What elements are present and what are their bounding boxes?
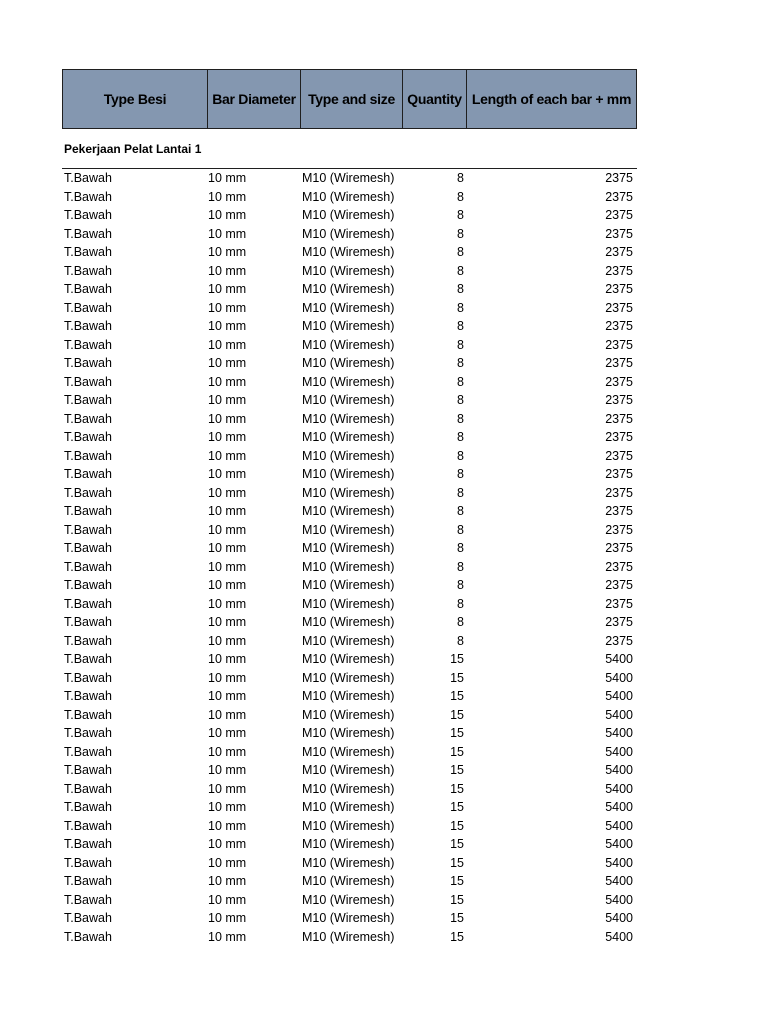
cell-type-besi[interactable]: T.Bawah [64,652,112,667]
table-row [62,669,637,688]
cell-type-besi[interactable]: T.Bawah [64,541,112,556]
cell-type-besi[interactable]: T.Bawah [64,393,112,408]
cell-type-besi[interactable]: T.Bawah [64,855,112,870]
cell-quantity[interactable]: 8 [457,522,464,537]
cell-length[interactable]: 2375 [605,430,633,445]
table-row [62,576,637,595]
cell-quantity[interactable]: 8 [457,356,464,371]
cell-quantity[interactable]: 8 [457,411,464,426]
cell-quantity[interactable]: 8 [457,263,464,278]
cell-bar-diameter[interactable]: 10 mm [208,726,247,741]
table-row [62,558,637,577]
cell-bar-diameter[interactable]: 10 mm [208,929,247,944]
cell-type-besi[interactable]: T.Bawah [64,800,112,815]
table-row [62,780,637,799]
cell-quantity[interactable]: 8 [457,300,464,315]
cell-quantity[interactable]: 8 [457,171,464,186]
cell-type-besi[interactable]: T.Bawah [64,615,112,630]
cell-bar-diameter[interactable]: 10 mm [208,744,247,759]
table-row [62,891,637,910]
cell-length[interactable]: 2375 [605,374,633,389]
table-row [62,280,637,299]
cell-bar-diameter[interactable]: 10 mm [208,763,247,778]
cell-type-and-size[interactable]: M10 (Wiremesh) [302,226,395,241]
cell-quantity[interactable]: 8 [457,374,464,389]
cell-length[interactable]: 5400 [605,689,633,704]
cell-length[interactable]: 2375 [605,282,633,297]
cell-type-and-size[interactable]: M10 (Wiremesh) [302,726,395,741]
cell-type-and-size[interactable]: M10 (Wiremesh) [302,448,395,463]
table-row [62,447,637,466]
table-row [62,743,637,762]
cell-bar-diameter[interactable]: 10 mm [208,485,247,500]
cell-length[interactable]: 5400 [605,929,633,944]
cell-length[interactable]: 2375 [605,615,633,630]
cell-bar-diameter[interactable]: 10 mm [208,282,247,297]
cell-bar-diameter[interactable]: 10 mm [208,652,247,667]
cell-type-and-size[interactable]: M10 (Wiremesh) [302,263,395,278]
cell-bar-diameter[interactable]: 10 mm [208,319,247,334]
cell-type-and-size[interactable]: M10 (Wiremesh) [302,541,395,556]
cell-length[interactable]: 2375 [605,393,633,408]
cell-quantity[interactable]: 8 [457,559,464,574]
cell-type-and-size[interactable]: M10 (Wiremesh) [302,652,395,667]
cell-length[interactable]: 5400 [605,818,633,833]
table-row [62,169,637,188]
cell-type-and-size[interactable]: M10 (Wiremesh) [302,800,395,815]
cell-quantity[interactable]: 8 [457,578,464,593]
cell-type-and-size[interactable]: M10 (Wiremesh) [302,818,395,833]
cell-quantity[interactable]: 15 [450,874,464,889]
table-row [62,835,637,854]
cell-bar-diameter[interactable]: 10 mm [208,633,247,648]
cell-type-and-size[interactable]: M10 (Wiremesh) [302,596,395,611]
cell-quantity[interactable]: 8 [457,596,464,611]
cell-type-and-size[interactable]: M10 (Wiremesh) [302,781,395,796]
cell-type-besi[interactable]: T.Bawah [64,578,112,593]
cell-length[interactable]: 5400 [605,744,633,759]
cell-length[interactable]: 5400 [605,781,633,796]
cell-type-besi[interactable]: T.Bawah [64,670,112,685]
cell-type-and-size[interactable]: M10 (Wiremesh) [302,670,395,685]
table-row [62,872,637,891]
cell-length[interactable]: 5400 [605,707,633,722]
cell-type-and-size[interactable]: M10 (Wiremesh) [302,744,395,759]
table-row [62,243,637,262]
cell-quantity[interactable]: 15 [450,689,464,704]
cell-bar-diameter[interactable]: 10 mm [208,800,247,815]
table-row [62,706,637,725]
cell-length[interactable]: 2375 [605,189,633,204]
cell-type-besi[interactable]: T.Bawah [64,374,112,389]
cell-type-and-size[interactable]: M10 (Wiremesh) [302,467,395,482]
table-row [62,410,637,429]
cell-length[interactable]: 5400 [605,726,633,741]
cell-type-besi[interactable]: T.Bawah [64,430,112,445]
cell-type-besi[interactable]: T.Bawah [64,911,112,926]
cell-bar-diameter[interactable]: 10 mm [208,837,247,852]
cell-quantity[interactable]: 15 [450,818,464,833]
table-row [62,854,637,873]
cell-quantity[interactable]: 15 [450,892,464,907]
cell-type-and-size[interactable]: M10 (Wiremesh) [302,837,395,852]
cell-type-and-size[interactable]: M10 (Wiremesh) [302,522,395,537]
cell-quantity[interactable]: 15 [450,800,464,815]
cell-type-besi[interactable]: T.Bawah [64,319,112,334]
cell-bar-diameter[interactable]: 10 mm [208,411,247,426]
cell-quantity[interactable]: 8 [457,633,464,648]
cell-bar-diameter[interactable]: 10 mm [208,874,247,889]
table-row [62,761,637,780]
cell-quantity[interactable]: 15 [450,855,464,870]
cell-type-and-size[interactable]: M10 (Wiremesh) [302,911,395,926]
cell-type-besi[interactable]: T.Bawah [64,337,112,352]
cell-type-besi[interactable]: T.Bawah [64,874,112,889]
cell-length[interactable]: 5400 [605,855,633,870]
cell-type-and-size[interactable]: M10 (Wiremesh) [302,171,395,186]
cell-bar-diameter[interactable]: 10 mm [208,356,247,371]
cell-type-besi[interactable]: T.Bawah [64,226,112,241]
table-row [62,521,637,540]
cell-type-and-size[interactable]: M10 (Wiremesh) [302,855,395,870]
cell-quantity[interactable]: 8 [457,485,464,500]
cell-length[interactable]: 2375 [605,485,633,500]
cell-length[interactable]: 2375 [605,578,633,593]
cell-length[interactable]: 2375 [605,541,633,556]
cell-bar-diameter[interactable]: 10 mm [208,596,247,611]
cell-length[interactable]: 5400 [605,763,633,778]
cell-type-besi[interactable]: T.Bawah [64,633,112,648]
cell-length[interactable]: 2375 [605,448,633,463]
cell-bar-diameter[interactable]: 10 mm [208,393,247,408]
cell-quantity[interactable]: 15 [450,929,464,944]
cell-length[interactable]: 5400 [605,892,633,907]
cell-quantity[interactable]: 8 [457,319,464,334]
cell-length[interactable]: 2375 [605,319,633,334]
cell-bar-diameter[interactable]: 10 mm [208,707,247,722]
cell-length[interactable]: 2375 [605,522,633,537]
cell-type-and-size[interactable]: M10 (Wiremesh) [302,393,395,408]
cell-type-besi[interactable]: T.Bawah [64,522,112,537]
cell-bar-diameter[interactable]: 10 mm [208,374,247,389]
table-row [62,299,637,318]
cell-type-besi[interactable]: T.Bawah [64,282,112,297]
cell-length[interactable]: 2375 [605,411,633,426]
cell-bar-diameter[interactable]: 10 mm [208,781,247,796]
header-type-and-size[interactable]: Type and size [301,70,403,128]
cell-quantity[interactable]: 8 [457,448,464,463]
cell-type-and-size[interactable]: M10 (Wiremesh) [302,578,395,593]
header-quantity[interactable]: Quantity [403,70,467,128]
cell-type-and-size[interactable]: M10 (Wiremesh) [302,929,395,944]
cell-bar-diameter[interactable]: 10 mm [208,208,247,223]
table-row [62,539,637,558]
cell-type-and-size[interactable]: M10 (Wiremesh) [302,319,395,334]
section-title[interactable]: Pekerjaan Pelat Lantai 1 [62,129,637,169]
cell-type-besi[interactable]: T.Bawah [64,559,112,574]
table-row [62,687,637,706]
table-row [62,373,637,392]
table-row [62,262,637,281]
cell-quantity[interactable]: 15 [450,670,464,685]
header-type-besi[interactable]: Type Besi [63,70,208,128]
cell-length[interactable]: 5400 [605,874,633,889]
cell-quantity[interactable]: 8 [457,393,464,408]
header-bar-diameter[interactable]: Bar Diameter [208,70,301,128]
table-row [62,502,637,521]
cell-type-besi[interactable]: T.Bawah [64,726,112,741]
cell-type-and-size[interactable]: M10 (Wiremesh) [302,411,395,426]
cell-quantity[interactable]: 8 [457,245,464,260]
table-row [62,354,637,373]
cell-type-and-size[interactable]: M10 (Wiremesh) [302,874,395,889]
cell-type-besi[interactable]: T.Bawah [64,504,112,519]
cell-quantity[interactable]: 15 [450,707,464,722]
cell-length[interactable]: 2375 [605,300,633,315]
table-row [62,650,637,669]
table-row [62,317,637,336]
cell-quantity[interactable]: 8 [457,226,464,241]
cell-type-and-size[interactable]: M10 (Wiremesh) [302,485,395,500]
cell-type-and-size[interactable]: M10 (Wiremesh) [302,559,395,574]
cell-type-besi[interactable]: T.Bawah [64,837,112,852]
cell-length[interactable]: 2375 [605,337,633,352]
cell-bar-diameter[interactable]: 10 mm [208,911,247,926]
cell-quantity[interactable]: 8 [457,467,464,482]
table-row [62,484,637,503]
cell-length[interactable]: 2375 [605,633,633,648]
cell-quantity[interactable]: 15 [450,763,464,778]
cell-quantity[interactable]: 15 [450,911,464,926]
cell-type-besi[interactable]: T.Bawah [64,189,112,204]
cell-length[interactable]: 2375 [605,226,633,241]
table-body [62,169,637,946]
cell-bar-diameter[interactable]: 10 mm [208,430,247,445]
cell-bar-diameter[interactable]: 10 mm [208,300,247,315]
cell-quantity[interactable]: 8 [457,430,464,445]
table-row [62,336,637,355]
cell-type-besi[interactable]: T.Bawah [64,818,112,833]
cell-bar-diameter[interactable]: 10 mm [208,263,247,278]
cell-type-and-size[interactable]: M10 (Wiremesh) [302,504,395,519]
table-row [62,632,637,651]
spreadsheet-table [62,69,637,946]
cell-length[interactable]: 2375 [605,171,633,186]
cell-type-and-size[interactable]: M10 (Wiremesh) [302,245,395,260]
cell-bar-diameter[interactable]: 10 mm [208,855,247,870]
cell-type-besi[interactable]: T.Bawah [64,485,112,500]
cell-bar-diameter[interactable]: 10 mm [208,171,247,186]
cell-bar-diameter[interactable]: 10 mm [208,615,247,630]
cell-type-and-size[interactable]: M10 (Wiremesh) [302,615,395,630]
cell-quantity[interactable]: 8 [457,337,464,352]
cell-type-besi[interactable]: T.Bawah [64,208,112,223]
table-row [62,909,637,928]
cell-type-and-size[interactable]: M10 (Wiremesh) [302,208,395,223]
cell-type-besi[interactable]: T.Bawah [64,892,112,907]
cell-type-and-size[interactable]: M10 (Wiremesh) [302,689,395,704]
cell-type-besi[interactable]: T.Bawah [64,245,112,260]
cell-type-and-size[interactable]: M10 (Wiremesh) [302,356,395,371]
table-row [62,798,637,817]
cell-length[interactable]: 5400 [605,670,633,685]
cell-quantity[interactable]: 8 [457,504,464,519]
cell-type-besi[interactable]: T.Bawah [64,300,112,315]
cell-type-and-size[interactable]: M10 (Wiremesh) [302,430,395,445]
table-header-row [62,69,637,129]
cell-length[interactable]: 2375 [605,208,633,223]
cell-bar-diameter[interactable]: 10 mm [208,541,247,556]
cell-length[interactable]: 2375 [605,559,633,574]
header-length-each-bar[interactable]: Length of each bar + mm [471,91,632,107]
cell-quantity[interactable]: 8 [457,615,464,630]
cell-quantity[interactable]: 8 [457,541,464,556]
cell-type-and-size[interactable]: M10 (Wiremesh) [302,633,395,648]
cell-type-besi[interactable]: T.Bawah [64,467,112,482]
cell-bar-diameter[interactable]: 10 mm [208,689,247,704]
table-row [62,391,637,410]
cell-type-besi[interactable]: T.Bawah [64,744,112,759]
cell-bar-diameter[interactable]: 10 mm [208,245,247,260]
cell-type-and-size[interactable]: M10 (Wiremesh) [302,374,395,389]
table-row [62,188,637,207]
cell-bar-diameter[interactable]: 10 mm [208,670,247,685]
cell-quantity[interactable]: 15 [450,837,464,852]
cell-type-besi[interactable]: T.Bawah [64,781,112,796]
cell-type-and-size[interactable]: M10 (Wiremesh) [302,892,395,907]
table-row [62,613,637,632]
cell-length[interactable]: 2375 [605,504,633,519]
cell-bar-diameter[interactable]: 10 mm [208,337,247,352]
cell-bar-diameter[interactable]: 10 mm [208,892,247,907]
cell-length[interactable]: 5400 [605,652,633,667]
cell-type-besi[interactable]: T.Bawah [64,263,112,278]
cell-length[interactable]: 5400 [605,911,633,926]
cell-length[interactable]: 2375 [605,596,633,611]
table-row [62,817,637,836]
cell-quantity[interactable]: 8 [457,189,464,204]
cell-type-besi[interactable]: T.Bawah [64,763,112,778]
cell-length[interactable]: 2375 [605,467,633,482]
cell-quantity[interactable]: 15 [450,744,464,759]
cell-quantity[interactable]: 15 [450,781,464,796]
cell-length[interactable]: 5400 [605,837,633,852]
cell-type-besi[interactable]: T.Bawah [64,929,112,944]
cell-length[interactable]: 5400 [605,800,633,815]
cell-type-and-size[interactable]: M10 (Wiremesh) [302,282,395,297]
cell-length[interactable]: 2375 [605,263,633,278]
cell-type-and-size[interactable]: M10 (Wiremesh) [302,189,395,204]
cell-bar-diameter[interactable]: 10 mm [208,818,247,833]
cell-type-and-size[interactable]: M10 (Wiremesh) [302,337,395,352]
cell-type-besi[interactable]: T.Bawah [64,448,112,463]
table-row [62,595,637,614]
cell-type-and-size[interactable]: M10 (Wiremesh) [302,707,395,722]
cell-quantity[interactable]: 15 [450,726,464,741]
cell-type-besi[interactable]: T.Bawah [64,356,112,371]
cell-type-besi[interactable]: T.Bawah [64,689,112,704]
cell-length[interactable]: 2375 [605,356,633,371]
cell-bar-diameter[interactable]: 10 mm [208,189,247,204]
cell-bar-diameter[interactable]: 10 mm [208,578,247,593]
cell-bar-diameter[interactable]: 10 mm [208,559,247,574]
cell-bar-diameter[interactable]: 10 mm [208,448,247,463]
cell-type-besi[interactable]: T.Bawah [64,171,112,186]
cell-length[interactable]: 2375 [605,245,633,260]
table-row [62,465,637,484]
cell-quantity[interactable]: 15 [450,652,464,667]
cell-type-besi[interactable]: T.Bawah [64,411,112,426]
cell-bar-diameter[interactable]: 10 mm [208,467,247,482]
table-row [62,724,637,743]
cell-bar-diameter[interactable]: 10 mm [208,504,247,519]
cell-type-besi[interactable]: T.Bawah [64,707,112,722]
table-row [62,428,637,447]
table-row [62,225,637,244]
cell-bar-diameter[interactable]: 10 mm [208,226,247,241]
cell-quantity[interactable]: 8 [457,282,464,297]
table-row [62,206,637,225]
cell-type-and-size[interactable]: M10 (Wiremesh) [302,300,395,315]
cell-type-and-size[interactable]: M10 (Wiremesh) [302,763,395,778]
cell-quantity[interactable]: 8 [457,208,464,223]
cell-bar-diameter[interactable]: 10 mm [208,522,247,537]
table-row [62,928,637,947]
cell-type-besi[interactable]: T.Bawah [64,596,112,611]
